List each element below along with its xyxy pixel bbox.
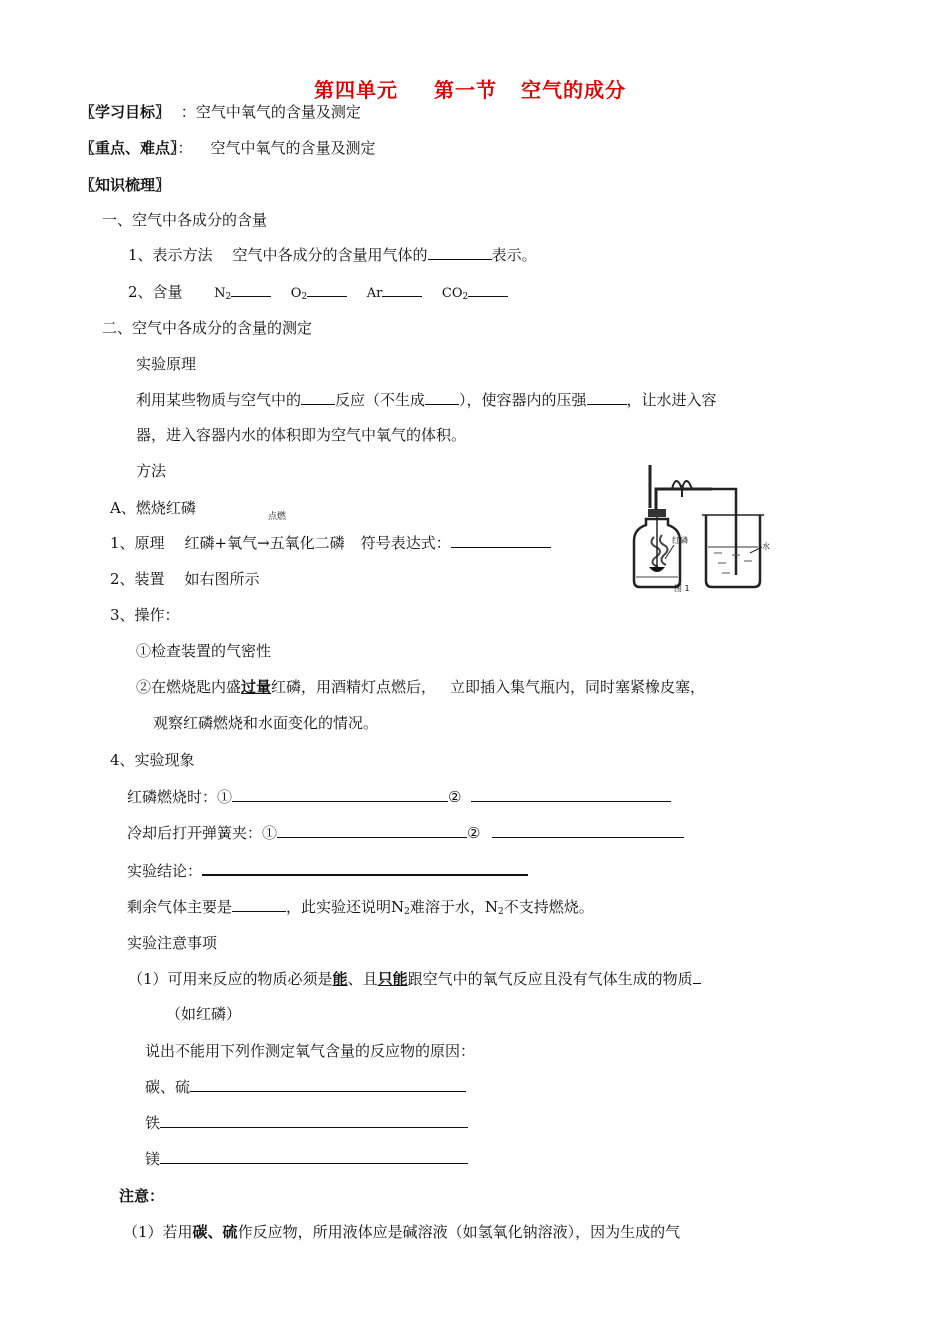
blank-symbol[interactable]: [451, 533, 551, 548]
a-label: A、燃烧红磷: [110, 499, 196, 517]
blank-co2[interactable]: [468, 282, 508, 297]
blank-principle-1[interactable]: [301, 390, 335, 405]
note1-line1: （1）可用来反应的物质必须是能、且只能跟空气中的氧气反应且没有气体生成的物质: [128, 969, 701, 989]
p4-label: 4、实验现象: [110, 751, 195, 769]
note1-line2: （如红磷）: [166, 1005, 242, 1023]
part1-item2: [128, 282, 508, 307]
op2-emphasis: 过量: [241, 678, 272, 696]
blank-burn-2[interactable]: [471, 787, 671, 802]
attention-line1: （1）若用碳、硫作反应物，所用液体应是碱溶液（如氢氧化钠溶液），因为生成的气: [123, 1223, 681, 1241]
blank-principle-3[interactable]: [587, 390, 627, 405]
objectives-label: 〖学习目标〗: [80, 103, 171, 121]
blank-burn-1[interactable]: [232, 787, 448, 802]
gas-o2: $O_2$: [290, 286, 308, 302]
attention-label: 注意：: [119, 1187, 165, 1205]
notes-label: 实验注意事项: [127, 934, 218, 952]
principle-label: 实验原理: [136, 355, 197, 373]
item1-text: 空气中各成分的含量用气体的: [232, 246, 428, 264]
keypoints-label: 〖重点、难点〗: [80, 139, 178, 157]
objectives-line: [80, 102, 361, 122]
objectives-sep: ：: [180, 103, 196, 121]
part2-heading: 二、空气中各成分的含量的测定: [102, 319, 313, 337]
reason-magnesium: 镁: [145, 1149, 468, 1169]
blank-r1[interactable]: [190, 1077, 466, 1092]
keypoints-line: [80, 138, 376, 158]
method-label: 方法: [136, 462, 167, 480]
blank-ar[interactable]: [382, 282, 422, 297]
op1: ①检查装置的气密性: [136, 642, 272, 660]
blank-o2[interactable]: [307, 282, 347, 297]
blank-r3[interactable]: [160, 1149, 468, 1164]
gas-ar: Ar: [366, 286, 383, 301]
blank-note1[interactable]: [693, 969, 701, 984]
label-phosphorus: 红磷: [672, 536, 688, 545]
p2-line: 2、装置 如右图所示: [110, 570, 260, 588]
cool-line: 冷却后打开弹簧夹：① ②: [127, 823, 684, 843]
item1-label: 1、表示方法: [128, 246, 213, 264]
reason-iron: 铁: [145, 1113, 468, 1133]
p1-reaction: 红磷+氧气→五氧化二磷: [184, 534, 345, 552]
op2-line2: 观察红磷燃烧和水面变化的情况。: [153, 714, 379, 732]
blank-n2[interactable]: [231, 282, 271, 297]
explain-line: 说出不能用下列作测定氧气含量的反应物的原因：: [145, 1042, 476, 1060]
principle-line2: 器，进入容器内水的体积即为空气中氧气的体积。: [136, 426, 467, 444]
blank-conclusion[interactable]: [202, 860, 528, 876]
principle-line1: 利用某些物质与空气中的 反应（不生成 ），使容器内的压强 ，让水进入容: [136, 391, 717, 409]
title-topic: 空气的成分: [521, 78, 626, 102]
gas-n2: $N_2$: [214, 286, 232, 302]
objectives-text: 空气中氧气的含量及测定: [195, 103, 361, 121]
remaining-line: 剩余气体主要是 ，此实验还说明$N_2$难溶于水，$N_2$不支持燃烧。: [127, 898, 594, 917]
item1-tail: 表示。: [491, 246, 537, 264]
reason-carbon-sulfur: 碳、硫: [145, 1077, 466, 1097]
apparatus-figure: [622, 463, 782, 593]
gas-co2: $CO_2$: [441, 286, 469, 302]
title-unit: 第四单元: [314, 78, 398, 102]
blank-r2[interactable]: [160, 1113, 468, 1128]
blank-principle-2[interactable]: [425, 390, 459, 405]
ignite-note: 点燃: [268, 512, 287, 522]
p3-label: 3、操作：: [110, 606, 180, 624]
p1-line: 1、原理 红磷+氧气→五氧化二磷 符号表达式：: [110, 533, 551, 553]
part1-item1: [128, 245, 537, 265]
blank-cool-2[interactable]: [492, 823, 684, 838]
burn-line: 红磷燃烧时：① ②: [127, 787, 671, 807]
op2-line1: ②在燃烧匙内盛过量红磷，用酒精灯点燃后， 立即插入集气瓶内，同时塞紧橡皮塞，: [136, 678, 706, 696]
conclusion-line: 实验结论：: [127, 860, 528, 881]
keypoints-sep: ：: [177, 139, 193, 157]
keypoints-text: 空气中氧气的含量及测定: [210, 139, 376, 157]
label-water: 水: [762, 542, 770, 551]
figure-caption: 图 1: [674, 584, 690, 593]
blank-remaining[interactable]: [232, 897, 286, 912]
review-label: 〖知识梳理〗: [80, 176, 171, 194]
page-title: [314, 74, 626, 103]
title-section: 第一节: [434, 78, 497, 102]
blank-cool-1[interactable]: [277, 823, 467, 838]
blank-unit[interactable]: [428, 245, 492, 260]
part1-heading: 一、空气中各成分的含量: [102, 211, 268, 229]
item2-label: 2、含量: [128, 283, 183, 301]
